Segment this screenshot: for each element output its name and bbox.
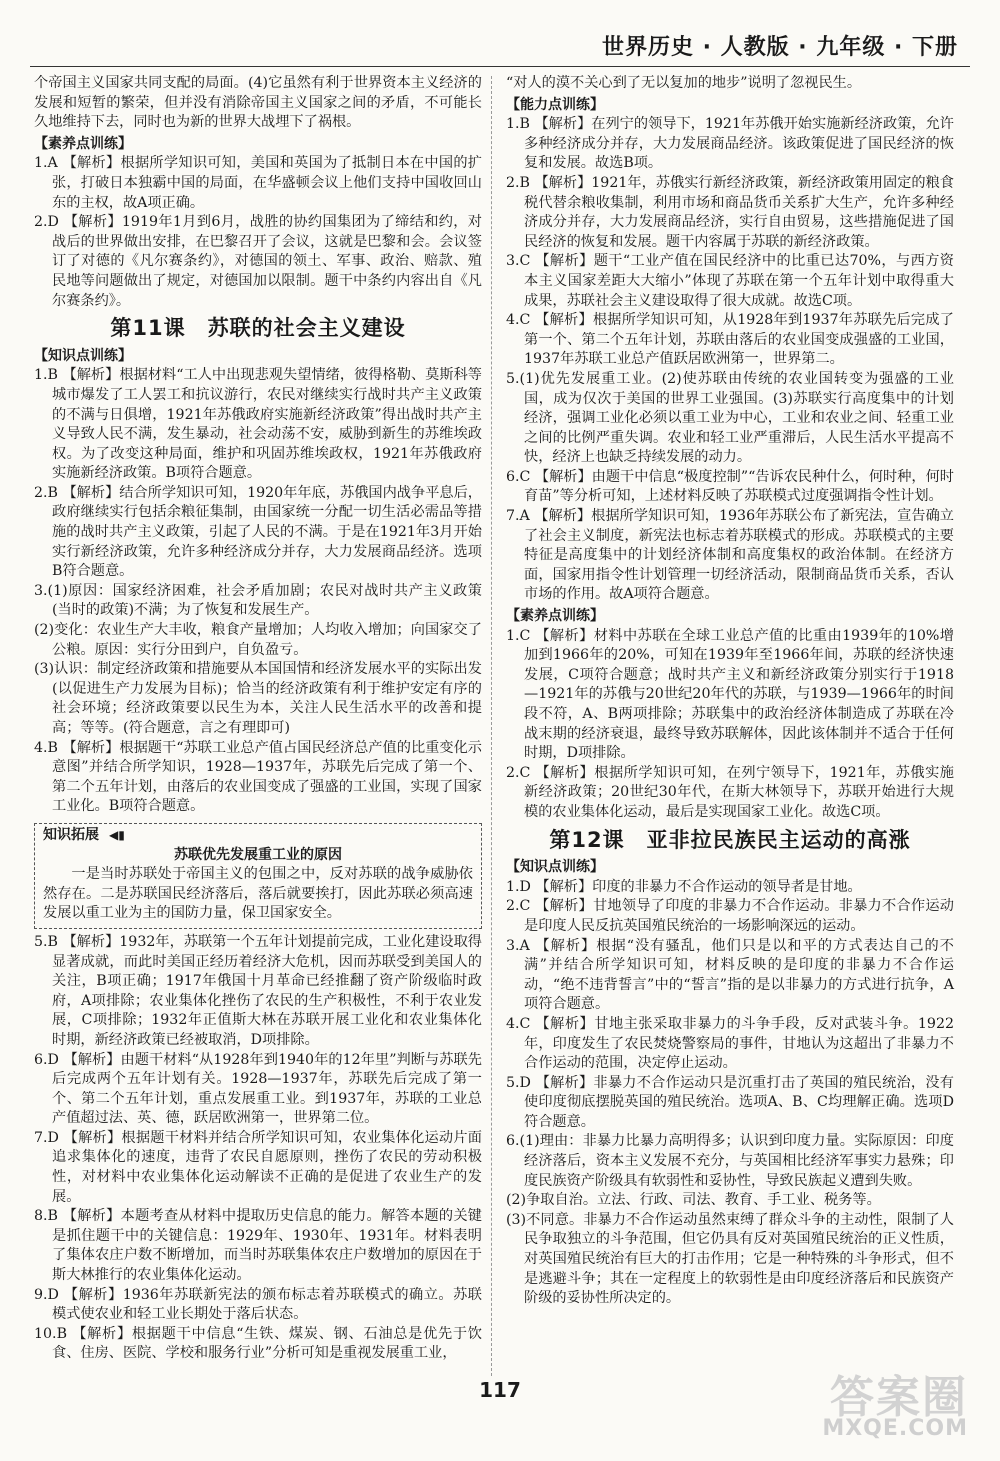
answer-item: (3)不同意。非暴力不合作运动虽然束缚了群众斗争的主动性，限制了人民争取独立的斗争范围，但它仍具有反对英国殖民统治的正义性质，对英国殖民统治有巨大的打击作用；它是一种特殊的斗争形式，但不是逃避斗争；其在一定程度上的软弱性是由印度经济落后和民族资产阶级的妥协性所决定的。 <box>506 1211 954 1307</box>
knowledge-extension-label: 知识拓展 <box>43 826 99 843</box>
answer-item: 6.C 【解析】由题干中信息“极度控制”“告诉农民种什么，何时种，何时育苗”等分析可知，上述材料反映了苏联模式过度强调指令性计划。 <box>506 468 954 505</box>
lesson-12-title: 第12课 亚非拉民族民主运动的高涨 <box>549 827 911 852</box>
answer-item: 2.B 【解析】1921年，苏俄实行新经济政策，新经济政策用固定的粮食税代替余粮收集制，利用市场和商品货币关系扩大生产，允许多种经济成分并存，大力发展商品经济，实行自由贸易，这些措施促进了国民经济的恢复和发展。题干内容属于苏联的新经济政策。 <box>506 174 954 250</box>
page-header <box>0 0 1000 70</box>
answer-item: 3.C 【解析】题干“工业产值在国民经济中的比重已达70%，与西方资本主义国家差距大大缩小”体现了苏联在第一个五年计划中取得重大成果，苏联社会主义建设取得了很大成就。故选C项。 <box>506 253 954 309</box>
answer-item: 1.C 【解析】材料中苏联在全球工业总产值的比重由1939年的10%增加到1966年的20%，可知在1939年至1966年间，苏联的经济快速发展，C项符合题意；战时共产主义和新经济政策分别实行于1918—1921年的苏俄与20世纪20年代的苏联，与1939—1966年的时间段不符，A、B两项排除；苏联集中的政治经济体制造成了苏联在冷战末期的经济衰退，最终导致苏联解体，因此该体制并不适合于任何时期，D项排除。 <box>506 627 954 762</box>
answer-item: 1.A 【解析】根据所学知识可知，美国和英国为了抵制日本在中国的扩张，打破日本独霸中国的局面，在华盛顿会议上他们支持中国收回山东的主权，故A项正确。 <box>34 155 482 211</box>
answer-item: 7.D 【解析】根据题干材料并结合所学知识可知，农业集体化运动片面追求集体化的速度，违背了农民自愿原则，挫伤了农民的劳动积极性，对材料中农业集体化运动解读不正确的是促进了农业生产的发展。 <box>34 1129 482 1205</box>
watermark-logo: 答案圈 <box>830 1372 968 1423</box>
answer-item: 2.B 【解析】结合所学知识可知，1920年年底，苏俄国内战争平息后，政府继续实行包括余粮征集制，由国家统一分配一切生活必需品等措施的战时共产主义政策，引起了人民的不满。于是在1921年3月开始实行新经济政策，允许多种经济成分并存，大力发展商品经济。选项B符合题意。 <box>34 484 482 580</box>
answer-item: 6.(1)理由：非暴力比暴力高明得多；认识到印度力量。实际原因：印度经济落后，资本主义发展不充分，与英国相比经济军事实力悬殊；印度民族资产阶级具有软弱性和妥协性，导致民族起义遭到失败。 <box>506 1133 954 1189</box>
answer-item: 7.A 【解析】根据所学知识可知，1936年苏联公布了新宪法，宣告确立了社会主义制度，新宪法也标志着苏联模式的形成。苏联模式的主要特征是高度集中的计划经济体制和高度集权的政治体制。在经济方面，国家用指令性计划管理一切经济活动，限制商品货币关系，否认市场的作用。故A项符合题意。 <box>506 508 954 603</box>
page-number: 117 <box>479 1378 521 1402</box>
answer-item: 4.C 【解析】甘地主张采取非暴力的斗争手段，反对武装斗争。1922年，印度发生了农民焚烧警察局的事件，甘地认为这超出了非暴力不合作运动的范围，决定停止运动。 <box>506 1015 954 1072</box>
section-tag: 【素养点训练】 <box>506 608 604 625</box>
knowledge-extension-title: 苏联优先发展重工业的原因 <box>174 846 342 863</box>
answer-item: 2.C 【解析】根据所学知识可知，在列宁领导下，1921年，苏俄实施新经济政策；20世纪30年代，在斯大林领导下，苏联开始进行大规模的农业集体化运动，最后是实现国家工业化。故选C项。 <box>506 764 954 820</box>
answer-item: 1.B 【解析】根据材料“工人中出现悲观失望情绪，彼得格勒、莫斯科等城市爆发了工人罢工和抗议游行，农民对继续实行战时共产主义政策的不满与日俱增，1921年苏俄政府实施新经济政策”得出战时共产主义导致人民不满，发生暴动，社会动荡不安，威胁到新生的苏维埃政权。为了改变这种局面，维护和巩固苏维埃政权，1921年苏俄政府实施新经济政策。B项符合题意。 <box>34 367 482 482</box>
right-intro: “对人的漠不关心到了无以复加的地步”说明了忽视民生。 <box>506 75 862 91</box>
answer-item: 5.D 【解析】非暴力不合作运动只是沉重打击了英国的殖民统治，没有使印度彻底摆脱英国的殖民统治。选项A、B、C均理解正确。选项D符合题意。 <box>506 1074 954 1130</box>
answer-item: 8.B 【解析】本题考查从材料中提取历史信息的能力。解答本题的关键是抓住题干中的关键信息：1929年、1930年、1931年。材料表明了集体农庄户数不断增加，而当时苏联集体农庄户数增加的原因在于斯大林推行的农业集体化运动。 <box>34 1208 482 1284</box>
watermark-site: MXQE.COM <box>822 1416 968 1441</box>
answer-item: 3.A 【解析】根据“没有骚乱，他们只是以和平的方式表达自己的不满”并结合所学知识可知，材料反映的是印度的非暴力不合作运动，“绝不违背誓言”中的“誓言”指的是以非暴力的方式进行抗争，A项符合题意。 <box>506 937 954 1013</box>
answer-item: 10.B 【解析】根据题干中信息“生铁、煤炭、钢、石油总是优先于饮食、住房、医院、学校和服务行业”分析可知是重视发展重工业， <box>34 1325 482 1362</box>
column-divider <box>491 76 492 1376</box>
answer-item: 5.(1)优先发展重工业。(2)使苏联由传统的农业国转变为强盛的工业国，成为仅次于美国的世界工业强国。(3)苏联实行高度集中的计划经济，强调工业化必须以重工业为中心，工业和农业之间、轻重工业之间的比例严重失调。农业和轻工业严重滞后，人民生活水平提高不快，经济上也缺乏持续发展的动力。 <box>506 370 954 466</box>
watermark <box>728 1361 978 1441</box>
section-tag: 【知识点训练】 <box>506 859 604 876</box>
answer-item: 1.B 【解析】在列宁的领导下，1921年苏俄开始实施新经济政策，允许多种经济成分并存，大力发展商品经济。该政策促进了国民经济的恢复和发展。故选B项。 <box>506 116 954 172</box>
answer-item: 4.B 【解析】根据题干“苏联工业总产值占国民经济总产值的比重变化示意图”并结合所学知识，1928—1937年，苏联先后完成了第一个、第二个五年计划，由落后的农业国变成了强盛的工业国，实现了国家工业化。B项符合题意。 <box>34 739 482 815</box>
knowledge-extension-body: 一是当时苏联处于帝国主义的包围之中，反对苏联的战争威胁依然存在。二是苏联国民经济落后，落后就要挨打，因此苏联必须高速发展以重工业为主的国防力量，保卫国家安全。 <box>43 866 473 922</box>
section-tag: 【素养点训练】 <box>34 135 132 152</box>
left-intro: 个帝国主义国家共同支配的局面。(4)它虽然有利于世界资本主义经济的发展和短暂的繁荣，但并没有消除帝国主义国家之间的矛盾，不可能长久地维持下去，同时也为新的世界大战埋下了祸根。 <box>34 75 482 131</box>
answer-item: 1.D 【解析】印度的非暴力不合作运动的领导者是甘地。 <box>506 878 862 895</box>
answer-item: 2.C 【解析】甘地领导了印度的非暴力不合作运动。非暴力不合作运动是印度人民反抗英国殖民统治的一场影响深远的运动。 <box>506 898 954 934</box>
answer-item: 9.D 【解析】1936年苏联新宪法的颁布标志着苏联模式的确立。苏联模式使农业和轻工业长期处于落后状态。 <box>34 1286 482 1323</box>
answer-item: 6.D 【解析】由题干材料“从1928年到1940年的12年里”判断与苏联先后完成两个五年计划有关。1928—1937年，苏联先后完成了第一个、第二个五年计划，重点发展重工业。到1937年，苏联的工业总产值超过法、英、德，跃居欧洲第一，世界第二位。 <box>34 1051 482 1127</box>
section-tag: 【能力点训练】 <box>506 96 604 113</box>
answer-item: (2)争取自治。立法、行政、司法、教育、手工业、税务等。 <box>506 1192 881 1209</box>
header-rule <box>30 66 970 67</box>
answer-item: 2.D 【解析】1919年1月到6月，战胜的协约国集团为了缔结和约，对战后的世界做出安排，在巴黎召开了会议，这就是巴黎和会。会议签订了对德的《凡尔赛条约》，对德国的领土、军事、政治、赔款、殖民地等问题做出了规定，对德国加以限制。题干中条约内容出自《凡尔赛条约》。 <box>34 214 482 309</box>
answer-item: (3)认识：制定经济政策和措施要从本国国情和经济发展水平的实际出发(以促进生产力发展为目标)；恰当的经济政策有利于维护安定有序的社会环境；经济政策要以民生为本，关注人民生活水平的改善和提高；等等。(符合题意，言之有理即可) <box>34 661 482 736</box>
answer-item: 5.B 【解析】1932年，苏联第一个五年计划提前完成，工业化建设取得显著成就，而此时美国正经历着经济大危机，因而苏联受到美国人的关注，B项正确；1917年俄国十月革命已经推翻了资产阶级临时政府，A项排除；农业集体化挫伤了农民的生产积极性，不利于农业发展，C项排除；1932年正值斯大林在苏联开展工业化和农业集体化时期，新经济政策已经被取消，D项排除。 <box>34 933 482 1048</box>
answer-item: 3.(1)原因：国家经济困难，社会矛盾加剧；农民对战时共产主义政策(当时的政策)不满；为了恢复和发展生产。 <box>34 582 482 619</box>
answer-item: (2)变化：农业生产大丰收，粮食产量增加；人均收入增加；向国家交了公粮。原因：实行分田到户，自负盈亏。 <box>34 622 482 658</box>
lesson-11-title: 第11课 苏联的社会主义建设 <box>110 316 406 341</box>
speaker-icon: ◀▮ <box>109 827 125 842</box>
answer-item: 4.C 【解析】根据所学知识可知，从1928年到1937年苏联先后完成了第一个、第二个五年计划，苏联由落后的农业国变成强盛的工业国，1937年苏联工业总产值跃居欧洲第一，世界第二。 <box>506 312 954 368</box>
right-column <box>506 74 954 1309</box>
section-tag: 【知识点训练】 <box>34 347 132 364</box>
header-title: 世界历史 · 人教版 · 九年级 · 下册 <box>601 35 958 60</box>
knowledge-extension-box <box>34 823 482 929</box>
left-column <box>34 74 482 1364</box>
